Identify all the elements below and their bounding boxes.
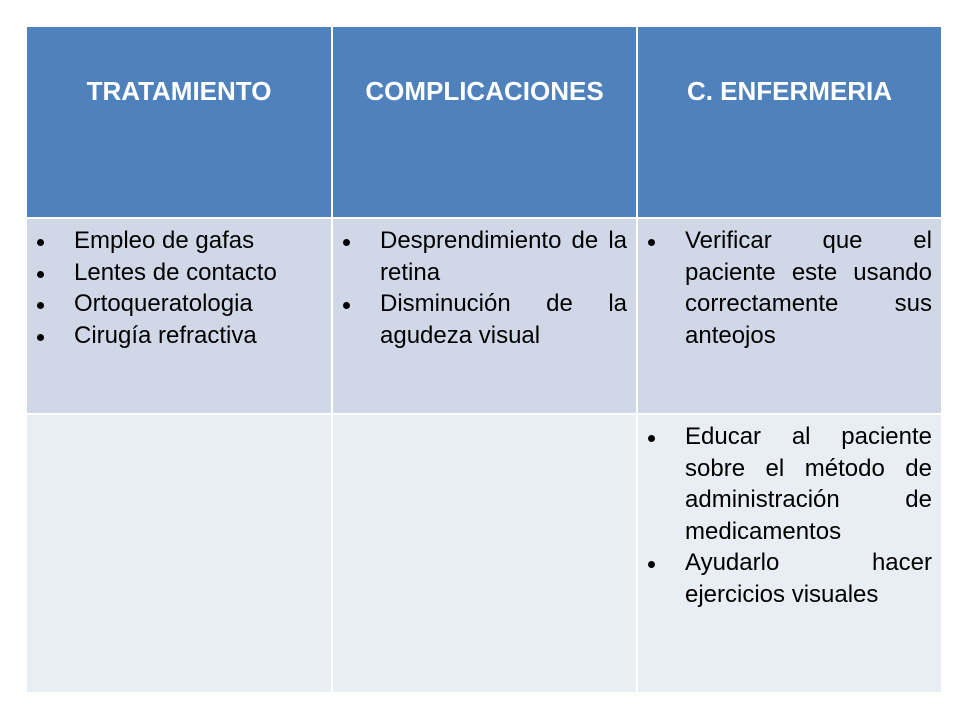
table-cell-complications xyxy=(331,219,636,413)
complications-list xyxy=(333,225,627,351)
list-item-text: Educar al paciente sobre el método de administración de medicamentos xyxy=(685,423,932,545)
table-cell-treatment xyxy=(27,415,331,692)
nursing-care-list xyxy=(638,421,932,610)
column-header-complications: COMPLICACIONES xyxy=(331,27,636,217)
bullet-icon xyxy=(648,435,655,442)
header-row xyxy=(27,27,941,217)
table-row xyxy=(27,413,941,692)
treatment-list xyxy=(27,225,322,351)
list-item-text: Lentes de contacto xyxy=(74,258,277,286)
bullet-icon xyxy=(37,239,44,246)
list-item-text: Verificar que el paciente este usando correctamente sus anteojos xyxy=(685,227,932,349)
list-item xyxy=(638,421,932,547)
table-cell-nursing-care xyxy=(636,415,941,692)
list-item-text: Ayudarlo hacer ejercicios visuales xyxy=(685,549,932,608)
bullet-icon xyxy=(343,302,350,309)
column-header-treatment: TRATAMIENTO xyxy=(86,76,272,106)
table-cell-complications xyxy=(331,415,636,692)
list-item xyxy=(333,288,627,351)
list-item xyxy=(27,225,322,257)
list-item-text: Ortoqueratologia xyxy=(74,290,253,317)
list-item xyxy=(27,320,322,352)
table-cell-nursing-care xyxy=(636,219,941,413)
list-item-text: Desprendimiento de la retina xyxy=(380,227,627,286)
column-header-nursing-care: C. ENFERMERIA xyxy=(636,27,941,217)
nursing-care-list xyxy=(638,225,932,351)
list-item-text: Cirugía refractiva xyxy=(74,321,257,349)
list-item xyxy=(638,225,932,351)
bullet-icon xyxy=(648,239,655,246)
list-item-text: Disminución de la agudeza visual xyxy=(380,290,627,349)
bullet-icon xyxy=(648,561,655,568)
table-cell-treatment xyxy=(27,219,331,413)
table-row xyxy=(27,217,941,413)
bullet-icon xyxy=(37,334,44,341)
bullet-icon xyxy=(37,271,44,278)
list-item xyxy=(27,288,322,320)
list-item xyxy=(27,257,322,289)
care-table xyxy=(27,27,941,692)
list-item xyxy=(638,547,932,610)
list-item-text: Empleo de gafas xyxy=(74,227,255,254)
list-item xyxy=(333,225,627,288)
bullet-icon xyxy=(343,239,350,246)
bullet-icon xyxy=(37,302,44,309)
